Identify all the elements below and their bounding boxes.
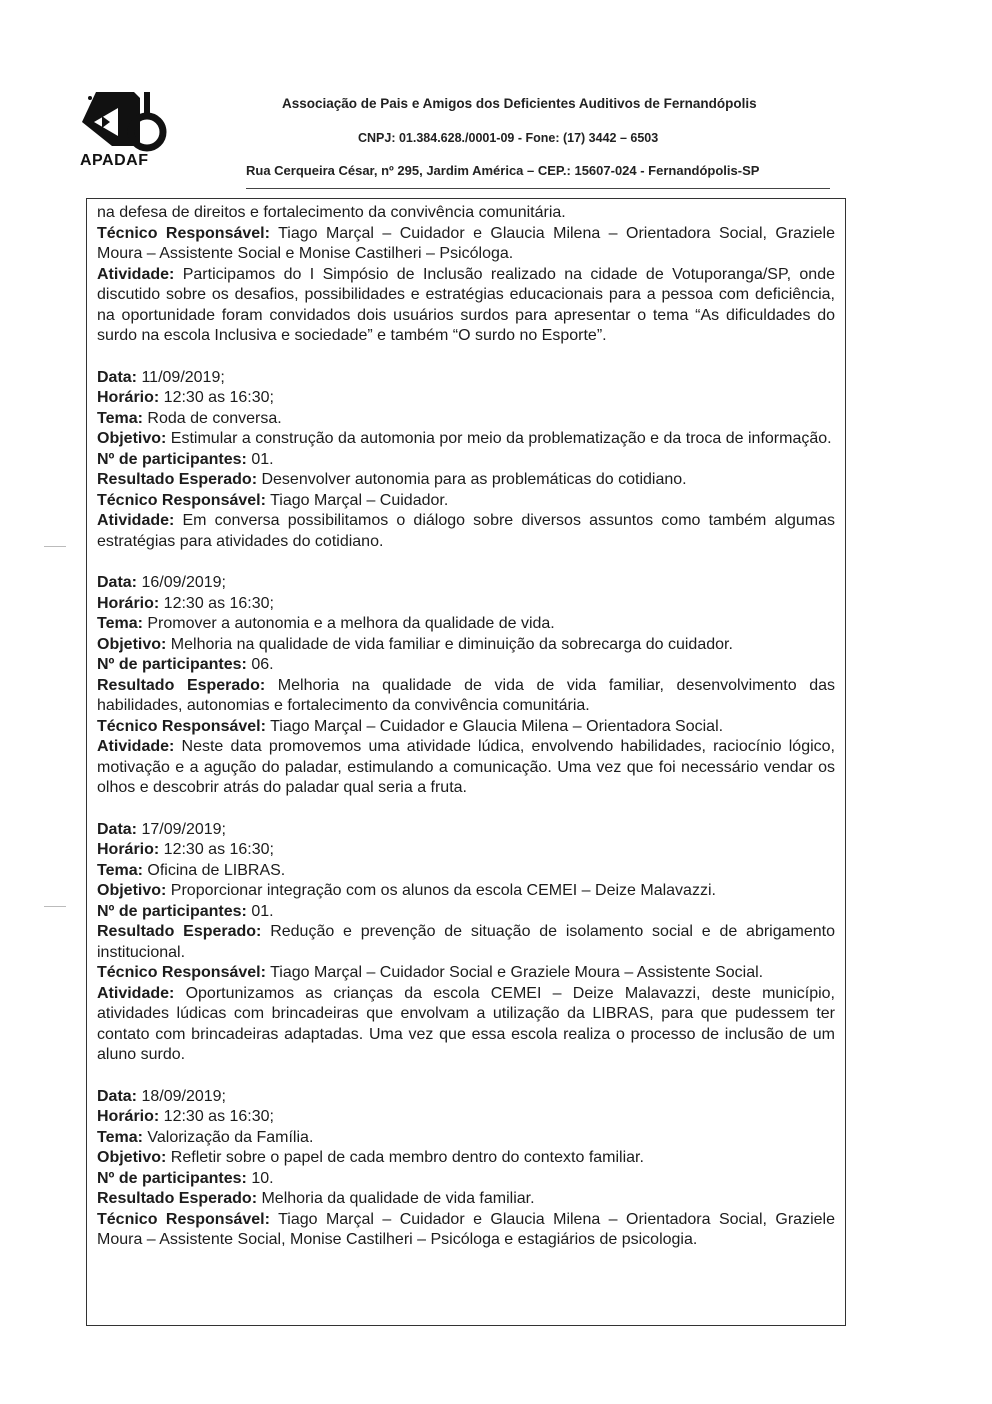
entry-time xyxy=(97,388,835,409)
field-value: Tiago Marçal – Cuidador e Glaucia Milena – Orientadora Social. xyxy=(265,717,724,735)
page-bottom-rule xyxy=(86,1325,846,1326)
entry-participants xyxy=(97,1169,835,1190)
field-value: 01. xyxy=(246,902,274,920)
field-value: Melhoria na qualidade de vida familiar e diminuição da sobrecarga do cuidador. xyxy=(166,635,733,653)
activity-entry xyxy=(97,368,835,553)
entry-theme xyxy=(97,861,835,882)
field-label: Horário: xyxy=(97,1108,160,1125)
field-label: Objetivo: xyxy=(97,430,167,447)
field-label: Data: xyxy=(97,574,138,591)
entry-date xyxy=(97,1087,835,1108)
report-body xyxy=(86,198,846,1326)
intro-tecnico xyxy=(97,224,835,265)
entry-participants xyxy=(97,655,835,676)
organization-name: Associação de Pais e Amigos dos Deficientes Auditivos de Fernandópolis xyxy=(282,96,757,111)
entry-expected-result xyxy=(97,1189,835,1210)
logo-text: APADAF xyxy=(80,152,149,169)
field-label: Nº de participantes: xyxy=(97,902,247,920)
field-value: 17/09/2019; xyxy=(137,820,226,838)
field-label: Tema: xyxy=(97,1128,143,1146)
entry-theme xyxy=(97,614,835,635)
field-label: Técnico Responsável: xyxy=(97,1210,270,1228)
field-label: Técnico Responsável: xyxy=(97,717,266,735)
field-value: 18/09/2019; xyxy=(137,1087,226,1105)
field-value: 16/09/2019; xyxy=(137,574,226,591)
entry-expected-result xyxy=(97,922,835,963)
entry-activity xyxy=(97,737,835,799)
field-label: Data: xyxy=(97,820,138,838)
entry-time xyxy=(97,594,835,615)
margin-mark xyxy=(44,546,66,547)
field-value: Tiago Marçal – Cuidador e Glaucia Milena – Orientadora Social, Graziele Moura – Assistente Social, Monise Castilheri – Psicóloga e estagiários de psicologia. xyxy=(97,1210,835,1248)
field-label: Tema: xyxy=(97,615,143,632)
entry-time xyxy=(97,840,835,861)
field-value: Refletir sobre o papel de cada membro dentro do contexto familiar. xyxy=(166,1149,644,1166)
entry-expected-result xyxy=(97,676,835,717)
entry-theme xyxy=(97,409,835,430)
entry-activity xyxy=(97,984,835,1066)
field-value: 10. xyxy=(246,1169,274,1187)
field-label: Horário: xyxy=(97,389,160,406)
entry-date xyxy=(97,368,835,389)
field-value: Tiago Marçal – Cuidador e Glaucia Milena – Orientadora Social, Graziele Moura – Assistente Social e Monise Castilheri – Psicóloga. xyxy=(97,224,835,262)
entry-activity xyxy=(97,511,835,552)
entry-technician xyxy=(97,1210,835,1251)
field-label: Objetivo: xyxy=(97,882,167,899)
field-label: Objetivo: xyxy=(97,1149,167,1166)
field-value: 11/09/2019; xyxy=(137,368,225,386)
field-value: 12:30 as 16:30; xyxy=(159,389,274,406)
field-label: Horário: xyxy=(97,594,160,612)
field-value: Redução e prevenção de situação de isolamento social e de abrigamento institucional. xyxy=(97,923,836,961)
field-label: Resultado Esperado: xyxy=(97,471,258,488)
activity-entry xyxy=(97,573,835,799)
report-content xyxy=(97,203,835,1251)
entry-participants xyxy=(97,450,835,471)
entry-technician xyxy=(97,491,835,512)
field-value: Neste data promovemos uma atividade lúdica, envolvendo habilidades, raciocínio lógico, motivação e a agução do paladar, estimulando a comunicação. Uma vez que foi necessário vendar os olhos e descobrir atrás do paladar qual seria a fruta. xyxy=(97,738,835,796)
field-label: Tema: xyxy=(97,409,143,427)
field-label: Atividade: xyxy=(97,265,175,283)
entry-technician xyxy=(97,717,835,738)
intro-lead: na defesa de direitos e fortalecimento da convivência comunitária. xyxy=(97,204,566,221)
entry-objective xyxy=(97,1148,835,1169)
entry-time xyxy=(97,1107,835,1128)
activity-entry xyxy=(97,1087,835,1251)
entry-objective xyxy=(97,635,835,656)
organization-address: Rua Cerqueira César, nº 295, Jardim América – CEP.: 15607-024 - Fernandópolis-SP xyxy=(246,163,760,178)
field-label: Resultado Esperado: xyxy=(97,676,266,694)
field-label: Data: xyxy=(97,368,138,386)
entry-participants xyxy=(97,902,835,923)
header-divider xyxy=(246,188,830,189)
organization-cnpj-phone: CNPJ: 01.384.628./0001-09 - Fone: (17) 3442 – 6503 xyxy=(358,131,659,145)
field-value: Em conversa possibilitamos o diálogo sobre diversos assuntos como também algumas estratégias para atividades do cotidiano. xyxy=(97,512,835,550)
field-label: Técnico Responsável: xyxy=(97,224,270,242)
field-value: Participamos do I Simpósio de Inclusão realizado na cidade de Votuporanga/SP, onde discutido sobre os desafios, possibilidades e estratégias educacionais para a pessoa com deficiência, na oportunidade foram convidados dois usuários surdos para apresentar o tema “As dificuldades do surdo na escola Inclusiva e sociedade” e também “O surdo no Esporte”. xyxy=(97,265,835,344)
field-value: Desenvolver autonomia para as problemáticas do cotidiano. xyxy=(257,471,687,488)
field-value: Estimular a construção da automonia por meio da problematização e da troca de informação. xyxy=(166,430,832,447)
field-value: Melhoria da qualidade de vida familiar. xyxy=(257,1190,535,1207)
field-label: Tema: xyxy=(97,861,143,879)
field-label: Técnico Responsável: xyxy=(97,491,266,509)
field-value: Promover a autonomia e a melhora da qualidade de vida. xyxy=(142,615,555,632)
entry-technician xyxy=(97,963,835,984)
entry-date xyxy=(97,573,835,594)
field-label: Técnico Responsável: xyxy=(97,964,266,981)
field-label: Nº de participantes: xyxy=(97,450,247,468)
field-label: Nº de participantes: xyxy=(97,656,247,673)
field-label: Resultado Esperado: xyxy=(97,923,262,940)
entry-theme xyxy=(97,1128,835,1149)
field-label: Atividade: xyxy=(97,738,175,755)
field-value: 01. xyxy=(246,450,274,468)
field-label: Nº de participantes: xyxy=(97,1169,247,1187)
field-value: Proporcionar integração com os alunos da escola CEMEI – Deize Malavazzi. xyxy=(166,882,716,899)
entry-objective xyxy=(97,429,835,450)
field-value: 12:30 as 16:30; xyxy=(159,841,274,858)
field-label: Atividade: xyxy=(97,512,175,529)
field-value: Roda de conversa. xyxy=(142,409,282,427)
entry-date xyxy=(97,820,835,841)
field-value: 12:30 as 16:30; xyxy=(159,594,274,612)
field-label: Horário: xyxy=(97,841,160,858)
entry-objective xyxy=(97,881,835,902)
field-label: Data: xyxy=(97,1087,138,1105)
field-value: 12:30 as 16:30; xyxy=(159,1108,274,1125)
field-value: Oficina de LIBRAS. xyxy=(142,861,286,879)
field-label: Resultado Esperado: xyxy=(97,1190,258,1207)
field-label: Objetivo: xyxy=(97,635,167,653)
field-value: Oportunizamos as crianças da escola CEMEI – Deize Malavazzi, deste município, atividades lúdicas com brincadeiras que envolvam a utilização da LIBRAS, para que pudessem ter contato com brincadeiras adaptadas. Uma vez que essa escola realiza o processo de inclusão de um aluno surdo. xyxy=(97,984,835,1063)
field-value: 06. xyxy=(246,656,274,673)
field-value: Melhoria na qualidade de vida de vida familiar, desenvolvimento das habilidades, autonomias e fortalecimento da convivência comunitária. xyxy=(97,676,836,714)
entry-expected-result xyxy=(97,470,835,491)
letterhead xyxy=(0,0,992,200)
field-value: Tiago Marçal – Cuidador. xyxy=(265,491,449,509)
intro-atividade xyxy=(97,265,835,347)
field-label: Atividade: xyxy=(97,984,175,1002)
activity-entry xyxy=(97,820,835,1066)
margin-mark xyxy=(44,906,66,907)
field-value: Valorização da Família. xyxy=(142,1128,314,1146)
field-value: Tiago Marçal – Cuidador Social e Graziele Moura – Assistente Social. xyxy=(265,964,764,981)
